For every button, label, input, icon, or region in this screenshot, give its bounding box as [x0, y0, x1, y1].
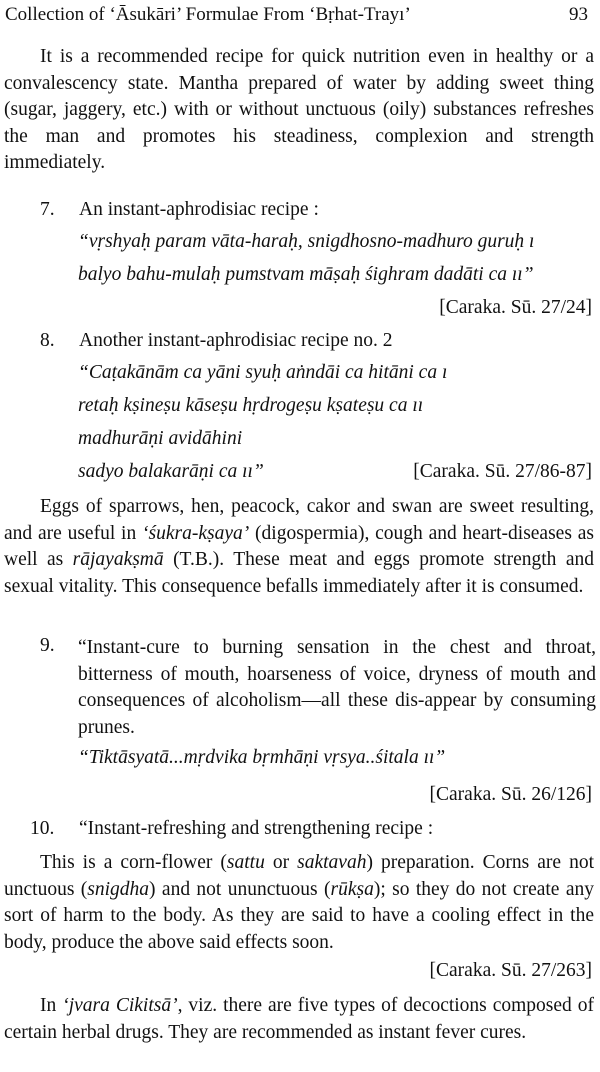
- term-snigdha: snigdha: [87, 878, 150, 900]
- item-8-verse-line-4: sadyo balakarāṇi ca ıı”: [78, 461, 264, 482]
- paragraph-jvara: In ‘jvara Cikitsā’, viz. there are five types of decoctions composed of certain herbal drugs. They are recommended as instant fever cures.: [4, 995, 595, 1043]
- item-8-title: Another instant-aphrodisiac recipe no. 2: [79, 330, 393, 351]
- item-7-verse-line-2: balyo bahu-mulaḥ pumstvam māṣaḥ śighram dadāti ca ıı”: [78, 264, 534, 285]
- term-sukra-ksaya: ‘śukra-kṣaya’: [142, 522, 250, 544]
- item-9-text: “Instant-cure to burning sensation in the chest and throat, bitterness of mouth, hoarseness of voice, dryness of mouth and consequences of alcoholism—all these dis-appear by consuming prunes.: [78, 637, 596, 738]
- item-8-verse-line-3: madhurāṇi avidāhini: [78, 428, 243, 449]
- item-9-number: 9.: [40, 635, 55, 656]
- term-saktavah: saktavah: [297, 852, 367, 873]
- paragraph-corn: This is a corn-flower (sattu or saktavah) preparation. Corns are not unctuous (snigdha) and not ununctuous (rūkṣa); so they do not create any sort of harm to the body. As they are said to have a cooling effect in the body, produce the above said effects soon.: [4, 852, 594, 953]
- paragraph-mantha: It is a recommended recipe for quick nutrition even in healthy or a convalescency state. Mantha prepared of water by adding sweet thing (sugar, jaggery, etc.) with or without unctuous (oily) substances refreshes the man and promotes his steadiness, complexion and strength immediately.: [4, 46, 594, 173]
- item-8-verse-line-2: retaḥ kṣineṣu kāseṣu hṛdrogeṣu kṣateṣu ca ıı: [78, 395, 424, 416]
- item-7-verse-line-1: “vṛshyaḥ param vāta-haraḥ, snigdhosno-madhuro guruḥ ı: [78, 231, 535, 252]
- term-rajayaksma: rājayakṣmā: [72, 549, 164, 570]
- running-header: [5, 4, 588, 28]
- term-sattu: sattu: [226, 852, 265, 873]
- item-10-number: 10.: [30, 818, 55, 839]
- item-7-title: An instant-aphrodisiac recipe :: [79, 199, 319, 220]
- item-10-title: “Instant-refreshing and strengthening recipe :: [79, 818, 434, 839]
- item-7-number: 7.: [40, 199, 55, 220]
- item-8-verse-line-1: “Caṭakānām ca yāni syuḥ aṅndāi ca hitāni ca ı: [78, 362, 448, 383]
- item-9-verse: “Tiktāsyatā...mṛdvika bṛmhāṇi vṛsya..śitala ıı”: [78, 747, 446, 768]
- item-7-citation: [Caraka. Sū. 27/24]: [439, 297, 592, 318]
- paragraph-eggs: Eggs of sparrows, hen, peacock, cakor and swan are sweet resulting, and are useful in ‘śukra-kṣaya’ (digospermia), cough and heart-diseases as well as rājayakṣmā (T.B.). These meat and eggs promote strength and sexual vitality. This consequence befalls immediately after it is consumed.: [4, 496, 595, 597]
- item-9-citation: [Caraka. Sū. 26/126]: [429, 784, 592, 805]
- corn-citation: [Caraka. Sū. 27/263]: [429, 960, 592, 981]
- term-ruksa: rūkṣa: [330, 878, 374, 900]
- item-8-number: 8.: [40, 330, 55, 351]
- running-title: Collection of ‘Āsukāri’ Formulae From ‘Bṛhat-Trayı’: [5, 4, 411, 25]
- page-number: 93: [569, 4, 588, 25]
- term-jvara-cikitsa: ‘jvara Cikitsā’: [62, 995, 178, 1016]
- item-8-citation: [Caraka. Sū. 27/86-87]: [413, 461, 592, 482]
